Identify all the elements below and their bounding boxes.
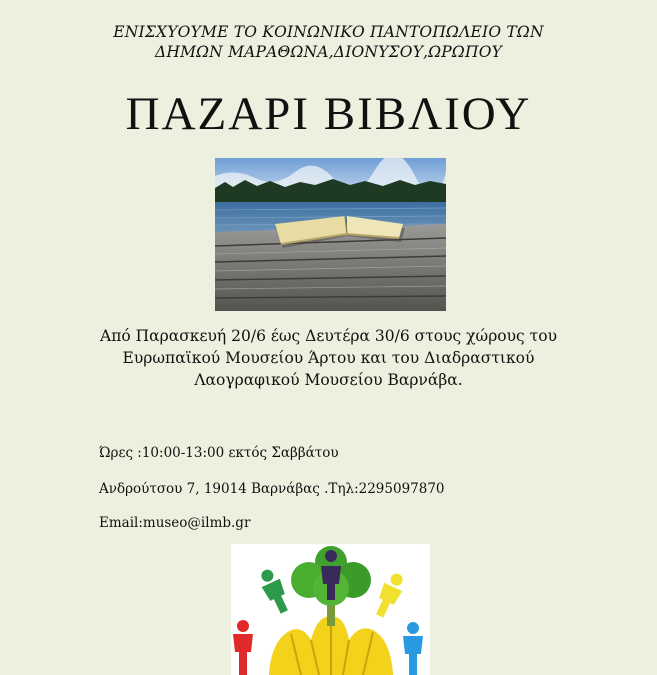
social-grocery-logo xyxy=(231,544,430,675)
page-title: ΠΑΖΑΡΙ ΒΙΒΛΙΟΥ xyxy=(125,88,532,140)
event-dates xyxy=(0,325,657,391)
header-subtitle xyxy=(0,22,657,62)
opening-hours: Ώρες :10:00-13:00 εκτός Σαββάτου xyxy=(99,445,339,461)
subtitle-line-2: ΔΗΜΩΝ ΜΑΡΑΘΩΝΑ,ΔΙΟΝΥΣΟΥ,ΩΡΩΠΟΥ xyxy=(154,43,503,61)
dates-line-3: Λαογραφικού Μουσείου Βαρνάβα. xyxy=(194,371,463,389)
subtitle-line-1: ΕΝΙΣΧΥΟΥΜΕ ΤΟ ΚΟΙΝΩΝΙΚΟ ΠΑΝΤΟΠΩΛΕΙΟ ΤΩΝ xyxy=(113,23,544,41)
email-contact: Email:museo@ilmb.gr xyxy=(99,515,251,531)
address-phone: Ανδρούτσου 7, 19014 Βαρνάβας .Τηλ:2295097870 xyxy=(99,481,445,497)
dates-line-1: Από Παρασκευή 20/6 έως Δευτέρα 30/6 στους χώρους του xyxy=(100,327,557,345)
book-on-dock-photo xyxy=(215,158,446,311)
dates-line-2: Ευρωπαϊκού Μουσείου Άρτου και του Διαδραστικού xyxy=(122,349,535,367)
